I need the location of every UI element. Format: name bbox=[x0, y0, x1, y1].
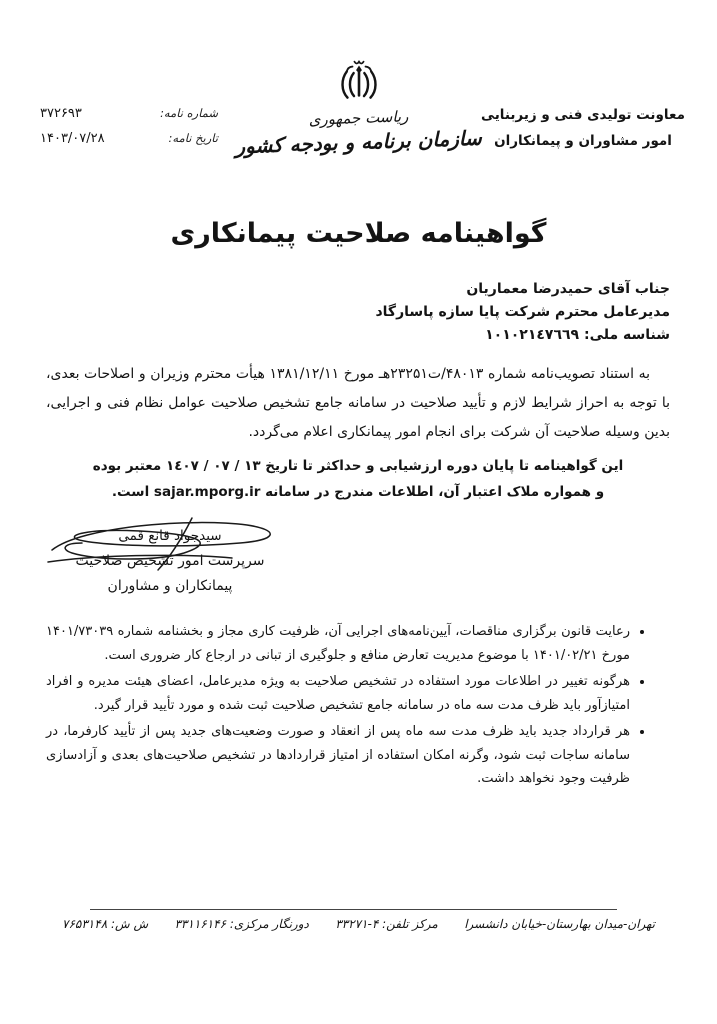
letter-number-value: ۳۷۲۶۹۳ bbox=[40, 106, 82, 121]
footer-registry-number: ش ش: ۷۶۵۳۱۴۸ bbox=[62, 917, 149, 931]
recipient-block bbox=[46, 278, 670, 347]
notes-list bbox=[46, 620, 670, 791]
validity-line1: این گواهینامه تا پایان دوره ارزشیابی و حداکثر تا تاریخ ۱۳ / ۰۷ / ۱٤۰۷ معتبر بوده bbox=[92, 458, 624, 474]
page-title: گواهینامه صلاحیت پیمانکاری bbox=[170, 218, 547, 249]
recipient-role: مدیرعامل محترم شرکت پایا سازه پاسارگاد bbox=[375, 304, 670, 320]
iran-national-emblem-icon bbox=[336, 55, 382, 105]
signer-title-line2: پیمانکاران و مشاوران bbox=[107, 578, 233, 594]
note-item: • هر قرارداد جدید باید ظرف مدت سه ماه پس از انعقاد و صورت وضعیت‌های جدید پس از تأیید کارفرما، در سامانه ساجات ثبت شود، وگرنه امکان استفاده از امتیاز قراردادها در تشخیص صلاحیت‌های بعدی و آزادسازی ظرفیت وجود نخواهد داشت. bbox=[46, 720, 630, 791]
validity-line2: و همواره ملاک اعتبار آن، اطلاعات مندرج در سامانه sajar.mporg.ir است. bbox=[111, 484, 605, 500]
signer-title-line1: سرپرست امور تشخیص صلاحیت bbox=[75, 553, 265, 569]
letter-meta-block bbox=[40, 106, 218, 156]
org-name-line: سازمان برنامه و بودجه کشور bbox=[234, 125, 483, 159]
recipient-name: جناب آقای حمیدرضا معماریان bbox=[466, 281, 670, 297]
letter-date-row bbox=[40, 131, 218, 146]
org-presidency-line: ریاست جمهوری bbox=[308, 107, 409, 129]
footer bbox=[62, 917, 655, 931]
note-item: • هرگونه تغییر در اطلاعات مورد استفاده در تشخیص صلاحیت به ویژه مدیرعامل، اعضای هیئت مدیره و افراد امتیازآور باید ظرف مدت سه ماه در سامانه جامع تشخیص صلاحیت ثبت شده و مورد تأیید قرار گیرد. bbox=[46, 670, 630, 717]
recipient-national-id: شناسه ملی: ۱۰۱۰۲۱٤۷٦٦۹ bbox=[485, 327, 670, 343]
footer-phone: مرکز تلفن: ۴-۳۳۲۷۱ bbox=[335, 917, 438, 931]
letter-number-label: شماره نامه: bbox=[160, 106, 218, 120]
letter-number-row bbox=[40, 106, 218, 121]
letter-date-value: ۱۴۰۳/۰۷/۲۸ bbox=[40, 131, 105, 146]
signature-block bbox=[48, 524, 292, 599]
signer-name: سیدجواد قانع قمی bbox=[118, 528, 222, 544]
certificate-paragraph: به استناد تصویب‌نامه شماره ۴۸۰۱۳/ت۲۳۲۵۱هـ مورخ ۱۳۸۱/۱۲/۱۱ هیأت محترم وزیران و اصلاحات بعدی، با توجه به احراز شرایط لازم و تأیید صلاحیت در سامانه جامع تشخیص صلاحیت عوامل نظام فنی و اجرایی، بدین وسیله صلاحیت آن شرکت برای انجام امور پیمانکاری اعلام می‌گردد. bbox=[46, 366, 670, 440]
department-line2: امور مشاوران و پیمانکاران bbox=[494, 133, 672, 149]
note-item: • رعایت قانون برگزاری مناقصات، آیین‌نامه‌های اجرایی آن، ظرفیت کاری مجاز و بخشنامه شماره ۱۴۰۱/۷۳۰۳۹ مورخ ۱۴۰۱/۰۲/۲۱ با موضوع مدیریت تعارض منافع و جلوگیری از تبانی در ارجاع کار ضروری است. bbox=[46, 620, 630, 667]
notes-section bbox=[46, 620, 670, 794]
validity-block bbox=[46, 453, 670, 505]
letter-body bbox=[46, 278, 670, 505]
letter-date-label: تاریخ نامه: bbox=[168, 131, 218, 145]
footer-fax: دورنگار مرکزی: ۳۳۱۱۶۱۴۶ bbox=[174, 917, 309, 931]
footer-divider bbox=[90, 909, 617, 910]
department-line1: معاونت تولیدی فنی و زیربنایی bbox=[481, 107, 685, 123]
footer-address: تهران-میدان بهارستان-خیابان دانشسرا bbox=[464, 917, 655, 931]
